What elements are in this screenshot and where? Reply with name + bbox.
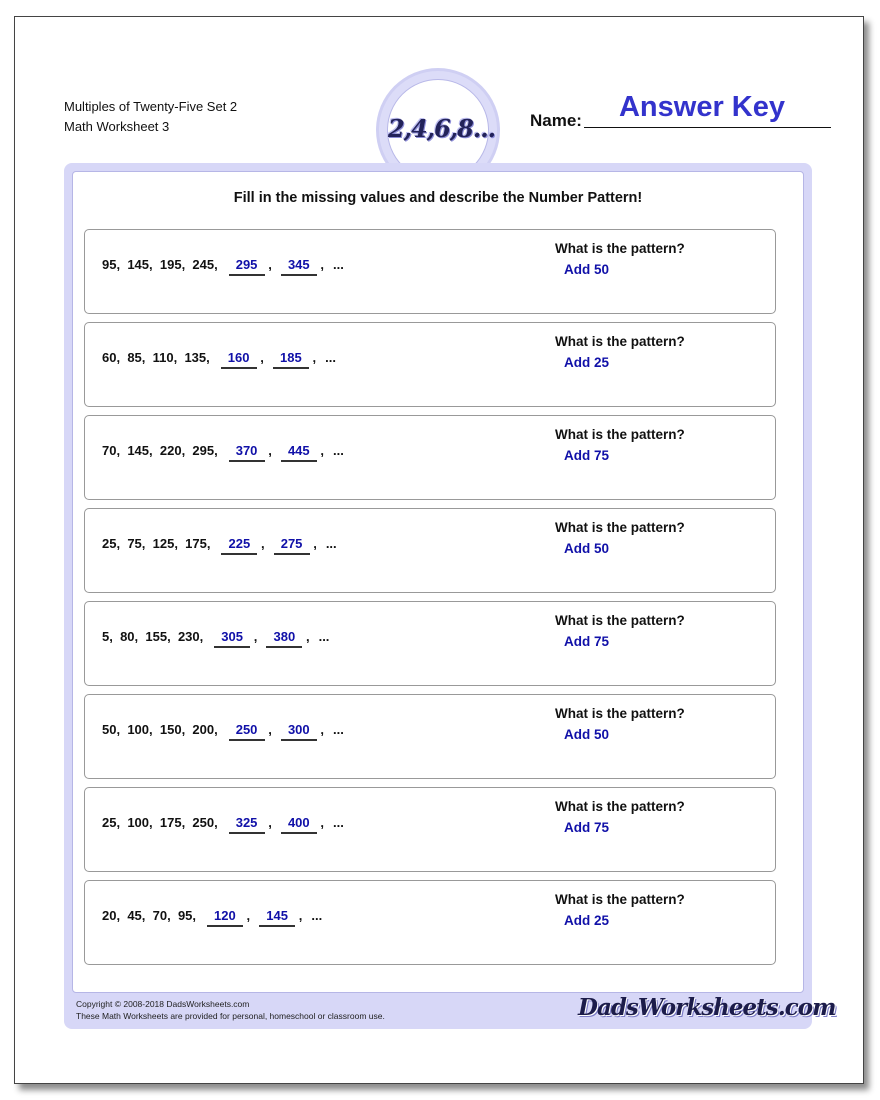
given-number: 220 <box>159 443 182 458</box>
given-number: 5 <box>102 629 110 644</box>
given-number: 245 <box>192 257 215 272</box>
copyright-text: Copyright © 2008-2018 DadsWorksheets.com <box>76 999 250 1009</box>
number-sequence: 50, 100, 150, 200, 250 , 300 , ... <box>102 720 344 741</box>
pattern-answer[interactable]: Add 25 <box>564 913 610 928</box>
answer-blank[interactable]: 160 <box>221 348 257 369</box>
given-number: 250 <box>192 815 215 830</box>
given-number: 195 <box>159 257 182 272</box>
problem-box <box>84 229 776 314</box>
answer-blank[interactable]: 145 <box>259 906 295 927</box>
given-number: 25 <box>102 815 117 830</box>
pattern-question: What is the pattern? <box>555 241 685 256</box>
answer-blank[interactable]: 275 <box>274 534 310 555</box>
given-number: 200 <box>192 722 215 737</box>
given-number: 175 <box>185 536 207 551</box>
given-number: 295 <box>192 443 215 458</box>
given-number: 150 <box>159 722 182 737</box>
pattern-answer[interactable]: Add 75 <box>564 820 610 835</box>
number-sequence: 5, 80, 155, 230, 305 , 380 , ... <box>102 627 329 648</box>
pattern-answer[interactable]: Add 75 <box>564 448 610 463</box>
given-number: 25 <box>102 536 117 551</box>
pattern-question: What is the pattern? <box>555 613 685 628</box>
problem-box <box>84 694 776 779</box>
given-number: 85 <box>127 350 142 365</box>
problem-box <box>84 415 776 500</box>
pattern-question: What is the pattern? <box>555 334 685 349</box>
given-number: 145 <box>127 443 150 458</box>
pattern-question: What is the pattern? <box>555 706 685 721</box>
answer-blank[interactable]: 300 <box>281 720 317 741</box>
copyright-block <box>76 998 385 1022</box>
footer <box>64 992 836 1029</box>
problem-box <box>84 787 776 872</box>
title-line-2: Math Worksheet 3 <box>64 119 170 134</box>
answer-blank[interactable]: 345 <box>281 255 317 276</box>
problem-box <box>84 601 776 686</box>
instructions: Fill in the missing values and describe the Number Pattern! <box>233 190 643 206</box>
given-number: 70 <box>152 908 168 923</box>
answer-blank[interactable]: 445 <box>281 441 317 462</box>
usage-notice: These Math Worksheets are provided for personal, homeschool or classroom use. <box>76 1011 385 1021</box>
number-sequence: 25, 75, 125, 175, 225 , 275 , ... <box>102 534 337 555</box>
pattern-question: What is the pattern? <box>555 427 685 442</box>
answer-blank[interactable]: 120 <box>207 906 243 927</box>
given-number: 70 <box>102 443 117 458</box>
number-sequence: 25, 100, 175, 250, 325 , 400 , ... <box>102 813 344 834</box>
answer-key-text: Answer Key <box>618 91 785 123</box>
given-number: 50 <box>102 722 117 737</box>
answer-blank[interactable]: 295 <box>229 255 265 276</box>
name-label: Name: <box>530 111 582 130</box>
number-sequence: 60, 85, 110, 135, 160 , 185 , ... <box>102 348 336 369</box>
worksheet-title <box>64 97 237 137</box>
name-line <box>584 127 831 128</box>
given-number: 110 <box>152 350 174 365</box>
given-number: 125 <box>152 536 175 551</box>
given-number: 60 <box>102 350 117 365</box>
answer-blank[interactable]: 305 <box>214 627 250 648</box>
answer-blank[interactable]: 380 <box>266 627 302 648</box>
given-number: 135 <box>184 350 207 365</box>
answer-blank[interactable]: 225 <box>221 534 257 555</box>
given-number: 95 <box>177 908 193 923</box>
given-number: 80 <box>120 629 135 644</box>
pattern-question: What is the pattern? <box>555 892 685 907</box>
problem-box <box>84 322 776 407</box>
pattern-answer[interactable]: Add 50 <box>564 727 610 742</box>
problem-box <box>84 880 776 965</box>
number-sequence: 20, 45, 70, 95, 120 , 145 , ... <box>102 906 322 927</box>
answer-blank[interactable]: 250 <box>229 720 265 741</box>
dadsworksheets-logo: DadsWorksheets.com <box>578 994 836 1021</box>
pattern-answer[interactable]: Add 25 <box>564 355 610 370</box>
given-number: 155 <box>145 629 168 644</box>
answer-blank[interactable]: 185 <box>273 348 309 369</box>
pattern-answer[interactable]: Add 75 <box>564 634 610 649</box>
number-sequence: 95, 145, 195, 245, 295 , 345 , ... <box>102 255 344 276</box>
given-number: 230 <box>177 629 200 644</box>
given-number: 175 <box>159 815 182 830</box>
given-number: 100 <box>127 722 150 737</box>
pattern-answer[interactable]: Add 50 <box>564 541 610 556</box>
problem-box <box>84 508 776 593</box>
given-number: 100 <box>127 815 150 830</box>
pattern-question: What is the pattern? <box>555 520 685 535</box>
pattern-answer[interactable]: Add 50 <box>564 262 610 277</box>
given-number: 145 <box>127 257 150 272</box>
answer-blank[interactable]: 400 <box>281 813 317 834</box>
badge-text: 2,4,6,8... <box>388 114 495 143</box>
given-number: 45 <box>127 908 142 923</box>
answer-blank[interactable]: 325 <box>229 813 265 834</box>
answer-blank[interactable]: 370 <box>229 441 265 462</box>
given-number: 95 <box>102 257 117 272</box>
title-line-1: Multiples of Twenty-Five Set 2 <box>64 99 238 114</box>
number-sequence: 70, 145, 220, 295, 370 , 445 , ... <box>102 441 344 462</box>
pattern-question: What is the pattern? <box>555 799 685 814</box>
given-number: 20 <box>102 908 117 923</box>
given-number: 75 <box>127 536 142 551</box>
